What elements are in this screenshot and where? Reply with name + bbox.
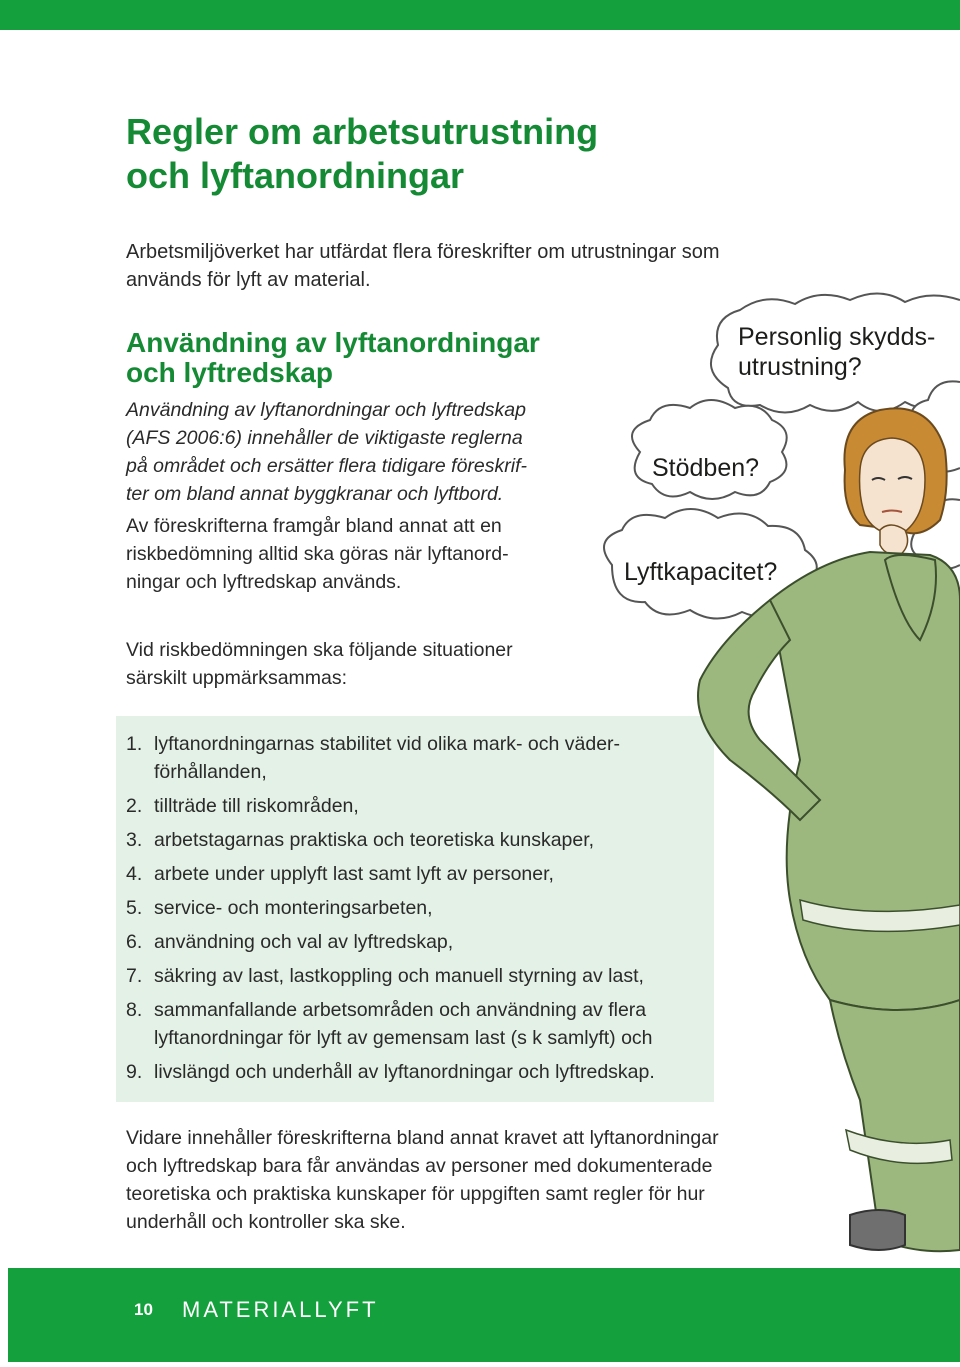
list-item-text: arbetstagarnas praktiska och teoretiska kunskaper,	[154, 829, 595, 851]
list-item-number: 8.	[126, 999, 143, 1021]
page-number: 10	[134, 1300, 153, 1319]
list-item-text: lyftanordningar för lyft av gemensam last (s k samlyft) och	[154, 1027, 653, 1049]
list-item-text: sammanfallande arbetsområden och användning av flera	[154, 999, 647, 1021]
list-item-number: 7.	[126, 965, 143, 987]
list-item-number: 4.	[126, 863, 143, 885]
list-item-number: 6.	[126, 931, 143, 953]
list-item-text: livslängd och underhåll av lyftanordningar och lyftredskap.	[154, 1061, 655, 1083]
page-title	[126, 110, 598, 198]
list-item-text: användning och val av lyftredskap,	[154, 931, 454, 953]
note-line: Vid riskbedömningen ska följande situationer	[126, 639, 513, 661]
risk-note-paragraph	[126, 636, 596, 692]
page-title-line: och lyftanordningar	[126, 155, 465, 196]
list-item-number: 3.	[126, 829, 143, 851]
list-item-number: 5.	[126, 897, 143, 919]
lead-line: (AFS 2006:6) innehåller de viktigaste reglerna	[126, 427, 523, 449]
list-item-text: tillträde till riskområden,	[154, 795, 359, 817]
body-paragraph	[126, 512, 596, 596]
body-line: ningar och lyftredskap används.	[126, 571, 402, 593]
list-item-number: 1.	[126, 733, 143, 755]
intro-paragraph	[126, 238, 806, 294]
list-item-text: lyftanordningarnas stabilitet vid olika mark- och väder-	[154, 733, 621, 755]
intro-line: Arbetsmiljöverket har utfärdat flera föreskrifter om utrustningar som	[126, 241, 720, 263]
closing-line: Vidare innehåller föreskrifterna bland annat kravet att lyftanordningar	[126, 1127, 719, 1149]
closing-line: teoretiska och praktiska kunskaper för uppgiften samt regler för hur	[126, 1183, 705, 1205]
closing-line: och lyftredskap bara får användas av personer med dokumenterade	[126, 1155, 713, 1177]
bubble-capacity-text: Lyftkapacitet?	[624, 558, 778, 586]
page-title-line: Regler om arbetsutrustning	[126, 111, 599, 152]
lead-line: på området och ersätter flera tidigare föreskrif-	[126, 455, 528, 477]
body-line: riskbedömning alltid ska göras när lyftanord-	[126, 543, 509, 565]
lead-italic-paragraph	[126, 396, 596, 508]
bubble-ppe-line: Personlig skydds-	[738, 323, 936, 351]
list-item-text: säkring av last, lastkoppling och manuell styrning av last,	[154, 965, 644, 987]
bubble-ppe-text	[738, 322, 935, 382]
list-item-text: service- och monteringsarbeten,	[154, 897, 433, 919]
list-item-text: förhållanden,	[154, 761, 267, 783]
top-brand-bar	[0, 0, 960, 30]
section-heading-line: Användning av lyftanordningar	[126, 327, 540, 358]
worker-illustration-icon	[590, 290, 960, 1267]
list-item-number: 9.	[126, 1061, 143, 1083]
lead-line: Användning av lyftanordningar och lyftredskap	[126, 399, 526, 421]
section-heading-line: och lyftredskap	[126, 357, 333, 388]
bubble-outriggers-text: Stödben?	[652, 454, 760, 482]
note-line: särskilt uppmärksammas:	[126, 667, 348, 689]
bubble-ppe-line: utrustning?	[738, 353, 862, 381]
closing-line: underhåll och kontroller ska ske.	[126, 1211, 406, 1233]
list-item-text: arbete under upplyft last samt lyft av personer,	[154, 863, 554, 885]
footer-section-name: MATERIALLYFT	[182, 1297, 379, 1322]
body-line: Av föreskrifterna framgår bland annat att en	[126, 515, 502, 537]
intro-line: används för lyft av material.	[126, 269, 371, 291]
list-item-number: 2.	[126, 795, 143, 817]
section-heading	[126, 328, 540, 388]
lead-line: ter om bland annat byggkranar och lyftbord.	[126, 483, 504, 505]
